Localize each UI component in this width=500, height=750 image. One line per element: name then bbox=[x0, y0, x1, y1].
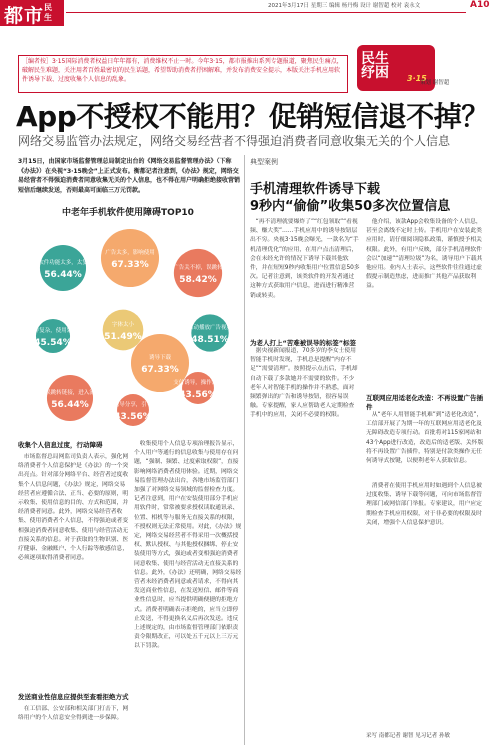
section-heading-2: 发送商业性信息应提供至查看拒绝方式 bbox=[18, 693, 129, 701]
badge-date: 3·15 bbox=[407, 74, 427, 83]
planner-credit: 策划 谢智超 bbox=[420, 80, 450, 86]
bubble-chart bbox=[18, 218, 240, 433]
page-subheadline: 网络交易监管办法规定，网络交易经营者不得强迫消费者同意收集无关的个人信息 bbox=[18, 134, 451, 148]
bubble-label-10: 支付诱导，操作过多 bbox=[173, 380, 223, 386]
bubble-value-2: 67.33% bbox=[111, 260, 149, 270]
section-heading-1: 收集个人信息过度，行动障碍 bbox=[18, 441, 103, 449]
bubble-value-4: 45.54% bbox=[34, 338, 72, 348]
case-column-2-text: 他介绍，该款App会收集设备的个人信息，甚至会离线不定时上传。手机用户在安装此类应用时，请仔细阅读隐私政策，谨慎授予相关权限。此外，有用户反映，部分手机清理软件会以“加速”“清理垃圾”为名，诱导用户下载其他应用。业内人士表示，这些软件往往通过虚假提示制造焦虑，进而推广其他产品获取利益。 bbox=[366, 219, 483, 290]
badge-line2: 纾困 bbox=[361, 65, 389, 81]
column-divider bbox=[244, 155, 245, 745]
badge-line1: 民生 bbox=[361, 51, 389, 67]
bubble-label-7: 自动播放广告视频 bbox=[187, 325, 233, 331]
bubble-2 bbox=[101, 229, 159, 287]
column-2-text: 收集使用个人信息专项治理报告显示，个人用户等通行的信息收集与使用存在问题，“强制、频繁、过度索取权限”，直接影响网络消费者使用体验。近期，网络交易监督管理办法出台，各地市场监管部门加强了对网络交易领域的监督检查力度。记者注意到，用户在安装使用部分手机应用软件时，常常被要求授权读取通讯录、位置、相机等与服务无直接关系的权限，不授权则无法正常使用。对此，《办法》规定，网络交易经营者不得采用一次概括授权、默认授权、与其他授权捆绑、停止安装使用等方式，强迫或者变相强迫消费者同意收集、使用与经营活动无直接关系的信息。此外，《办法》还明确，网络交易经营者未经消费者同意或者请求，不得向其发送商业性信息，在发送短信、邮件等商业性信息时，应当提供明确便捷的拒绝方式。消费者明确表示拒绝的，应当立即停止发送，不得更换名义后再次发送。违反上述规定的，由市场监督管理部门依职责责令限期改正，可以处五千元以上三万元以下罚款。 bbox=[134, 441, 242, 650]
editor-note: ［编者按］3·15国际消费者权益日年年都有，消费维权不止一时。今年3·15，都市报推出系列专题报道，聚焦民生痛点，破解民生难题，关注用者百姓最密切的民生话题，希望帮助消费者抒困解难，并发布消费安全提示，本版关注手机应用软件诱导下载、过度收集个人信息的乱象。 bbox=[22, 58, 343, 83]
case-subsection-1 bbox=[250, 338, 360, 421]
bubble-value-8: 56.44% bbox=[51, 400, 89, 410]
bubble-label-1: 软件功能太多，太复 bbox=[38, 260, 88, 266]
bubble-value-5: 51.49% bbox=[104, 332, 142, 342]
bubble-label-2: 广告太多，影响使用 bbox=[105, 250, 155, 256]
bubble-5 bbox=[103, 310, 144, 351]
case-label: 典型案例 bbox=[250, 158, 278, 166]
section-text-2: 在工信部、公安部和相关部门打击下，网络用户的个人信息安全得到进一步保障。 bbox=[18, 706, 129, 722]
bubble-label-5: 字体太小 bbox=[111, 322, 135, 328]
bubble-value-9: 43.56% bbox=[114, 412, 152, 422]
bubble-label-6: 诱导下载 bbox=[148, 355, 172, 361]
section-subtitle: 民生 bbox=[44, 3, 52, 22]
page-number: A10 bbox=[470, 0, 490, 10]
case-subheading-2: 互联网应用适老化改造：不再设置广告插件 bbox=[366, 394, 483, 411]
bubble-3 bbox=[174, 249, 222, 297]
case-subsection-2 bbox=[366, 393, 484, 466]
bubble-label-9: 诱导分享，引导 bbox=[113, 402, 153, 408]
case-subtext-2: 从“老年人用智能手机难”到“适老化改造”，工信部开展了为期一年的互联网应用适老化及无障碍改造专项行动。首批将对115家网站和43个App进行改造，改造后的适老版、关怀版将不再设置广告插件，特别是付款类操作无任何诱导式按键，以便利老年人获取信息。 bbox=[366, 412, 484, 465]
case-title-line1: 手机清理软件诱导下载 bbox=[250, 182, 381, 197]
case-title-line2: 9秒内“偷偷”收集50多次位置信息 bbox=[250, 199, 451, 214]
bubble-label-8: 误跳转链接，进入流 bbox=[45, 390, 95, 396]
bubble-label-3: 广告关不掉，误跳转 bbox=[173, 265, 223, 271]
bubble-value-10: 43.56% bbox=[179, 390, 217, 400]
bubble-7 bbox=[191, 314, 228, 351]
chart-title: 中老年手机软件使用障碍TOP10 bbox=[62, 208, 194, 218]
section-title: 都市 bbox=[4, 5, 45, 27]
section-text-1: 市场监督总局网监司负责人表示，强化网络消费者个人信息保护是《办法》的一个突出亮点。针对部分网络平台、经营者过度收集个人信息问题，《办法》规定，网络交易经营者应遵循合法、正当、必要的原则，明示收集、使用信息的目的、方式和范围，并经消费者同意。此外，网络交易经营者收集、使用消费者个人信息，不得强迫或者变相强迫消费者同意收集、使用与经营活动无直接关系的信息。对于获取的生物识别、医疗健康、金融账户、个人行踪等敏感信息，必须逐项取得消费者同意。 bbox=[18, 454, 129, 562]
bubble-value-3: 58.42% bbox=[179, 275, 217, 285]
case-subtext-3: 消费者在使用手机应用时如遇到个人信息被过度收集、诱导下载等问题，可向市场监督管理部门或网信部门举报。专家建议，用户应定期检查手机应用权限，对于非必要的权限及时关闭，增强个人信息保护意识。 bbox=[366, 483, 482, 526]
page-headline: App不授权不能用？促销短信退不掉？ bbox=[16, 100, 489, 133]
author-credit: 采写 南都记者 谢智 见习记者 孙敏 bbox=[366, 733, 450, 739]
bubble-label-4: 操作复杂，使用繁琐 bbox=[28, 328, 78, 334]
bubble-value-1: 56.44% bbox=[44, 270, 82, 280]
lede-paragraph: 3月15日，由国家市场监督管理总局制定出台的《网络交易监督管理办法》（下称《办法》）在央视“3·15晚会”上正式发布。衡都记者注意到，《办法》规定，网络交易经营者不得强迫消费者同意收集无关的个人信息，也不得在用户明确拒绝接收营销短信后继续发送，否则最高可面临三万元罚款。 bbox=[18, 158, 241, 194]
bubble-1 bbox=[40, 245, 86, 291]
header-rule bbox=[66, 12, 466, 13]
bubble-value-7: 48.51% bbox=[191, 335, 229, 345]
edition-meta: 2021年3月17日 星期三 编辑 杨丹梅 设计 谢智超 校对 袁永文 bbox=[268, 3, 421, 9]
bubble-8 bbox=[47, 375, 93, 421]
case-column-1-text: “再不清理就要爆炸了”“红包领取”“看视频、赚大奖”……手机应用中的诱导按钮层出不穷。央视3·15晚会曝光，一款名为“手机清理优化”的应用，在用户点击清理后，会在未经允许的情况下诱导下载其他软件，并在短短9秒内收集用户位置信息50多次。记者注意到，该类软件的开发者通过这种方式获取用户信息，进而进行精准营销或转卖。 bbox=[250, 219, 360, 299]
case-subtext-1: 据央视新闻报道，70多岁的李女士使用智能手机时发现，手机总是提醒“内存不足”“需要清理”。按照提示点击后，手机却自动下载了多款她并不需要的软件。不少老年人对智能手机的操作并不熟悉，面对频繁弹出的广告和诱导按钮，很容易误触。专家提醒，家人应帮助老人定期检查手机中的应用，关闭不必要的权限。 bbox=[250, 348, 358, 419]
bubble-value-6: 67.33% bbox=[141, 365, 179, 375]
case-subheading-1: 为老人打上“苦难被误导的标签”标签 bbox=[250, 339, 357, 347]
